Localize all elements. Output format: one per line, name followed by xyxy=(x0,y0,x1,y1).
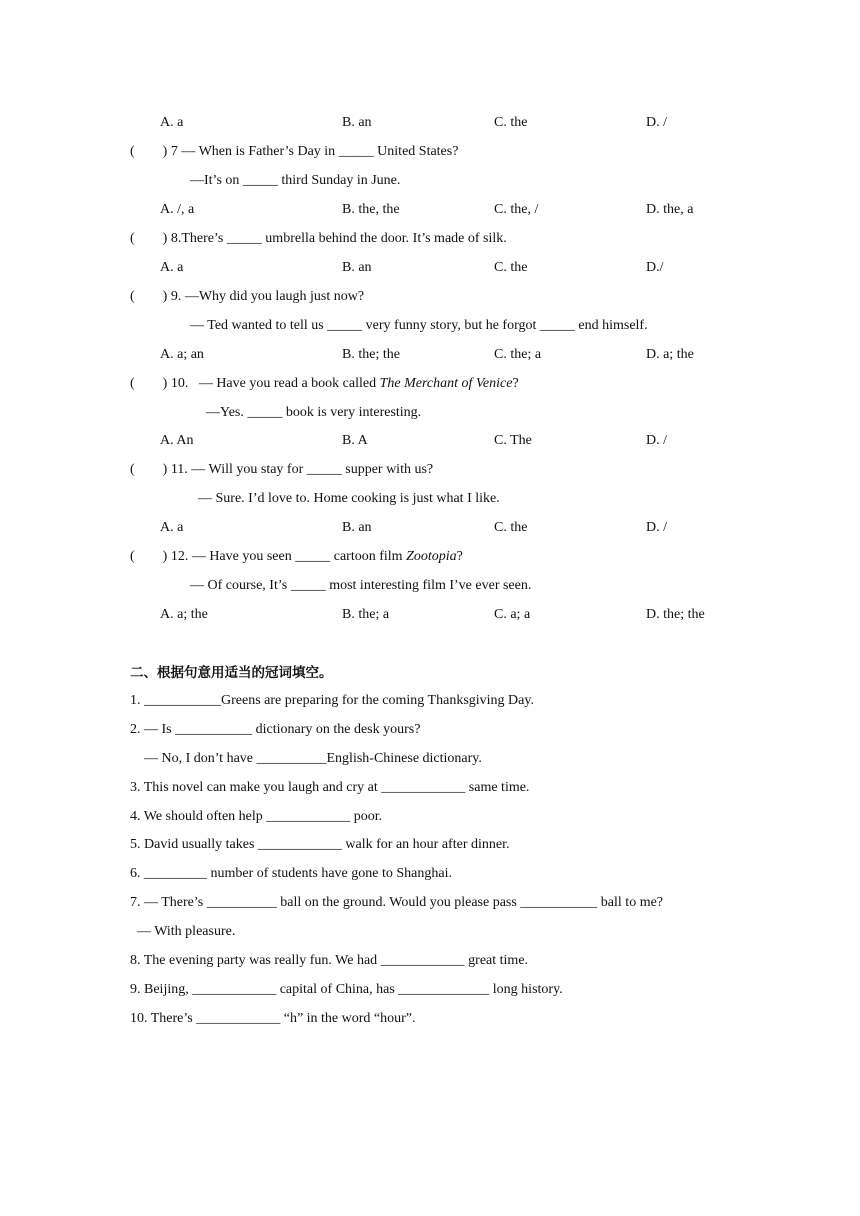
q12-stem-text: ( ) 12. — Have you seen _____ cartoon film xyxy=(130,549,407,564)
fill-line-2-reply: — No, I don’t have __________English-Chinese dictionary. xyxy=(130,751,482,766)
q6-option-c: C. the xyxy=(494,115,528,130)
q8-option-a: A. a xyxy=(160,260,184,275)
q12-question-mark: ? xyxy=(456,549,463,564)
q9-option-c: C. the; a xyxy=(494,347,542,362)
q9-option-a: A. a; an xyxy=(160,347,204,362)
q11-option-d: D. / xyxy=(646,520,667,535)
q12-reply: — Of course, It’s _____ most interesting film I’ve ever seen. xyxy=(190,578,532,593)
fill-line-7-reply: — With pleasure. xyxy=(130,924,236,939)
q7-option-d: D. the, a xyxy=(646,202,694,217)
fill-line-1: 1. ___________Greens are preparing for the coming Thanksgiving Day. xyxy=(130,693,534,708)
fill-line-5: 5. David usually takes ____________ walk for an hour after dinner. xyxy=(130,837,510,852)
fill-line-9: 9. Beijing, ____________ capital of China, has _____________ long history. xyxy=(130,982,563,997)
fill-line-3: 3. This novel can make you laugh and cry at ____________ same time. xyxy=(130,780,530,795)
fill-line-4: 4. We should often help ____________ poor. xyxy=(130,809,383,824)
q9-stem: ( ) 9. —Why did you laugh just now? xyxy=(130,289,365,304)
q11-reply: — Sure. I’d love to. Home cooking is just what I like. xyxy=(198,491,500,506)
q6-option-a: A. a xyxy=(160,115,184,130)
q9-option-b: B. the; the xyxy=(342,347,400,362)
q8-stem: ( ) 8.There’s _____ umbrella behind the door. It’s made of silk. xyxy=(130,231,507,246)
q9-reply: — Ted wanted to tell us _____ very funny story, but he forgot _____ end himself. xyxy=(190,318,648,333)
q10-option-b: B. A xyxy=(342,433,368,448)
q10-option-a: A. An xyxy=(160,433,194,448)
fill-line-7: 7. — There’s __________ ball on the ground. Would you please pass ___________ ball to me? xyxy=(130,895,664,910)
q12-option-a: A. a; the xyxy=(160,607,208,622)
q12-stem xyxy=(130,548,463,566)
q6-option-d: D. / xyxy=(646,115,667,130)
fill-line-8: 8. The evening party was really fun. We had ____________ great time. xyxy=(130,953,529,968)
q11-option-b: B. an xyxy=(342,520,372,535)
q11-stem: ( ) 11. — Will you stay for _____ supper with us? xyxy=(130,462,434,477)
q12-option-b: B. the; a xyxy=(342,607,390,622)
q10-option-d: D. / xyxy=(646,433,667,448)
q7-reply: —It’s on _____ third Sunday in June. xyxy=(190,173,401,188)
q8-option-d: D./ xyxy=(646,260,664,275)
q7-option-c: C. the, / xyxy=(494,202,539,217)
q6-option-b: B. an xyxy=(342,115,372,130)
section-two-heading: 二、根据句意用适当的冠词填空。 xyxy=(130,665,333,681)
q10-book-title: The Merchant of Venice xyxy=(379,376,513,391)
q10-option-c: C. The xyxy=(494,433,532,448)
q11-option-a: A. a xyxy=(160,520,184,535)
q11-option-c: C. the xyxy=(494,520,528,535)
q12-option-d: D. the; the xyxy=(646,607,705,622)
fill-line-10: 10. There’s ____________ “h” in the word “hour”. xyxy=(130,1011,416,1026)
q10-stem-text: ( ) 10. — Have you read a book called xyxy=(130,376,380,391)
q10-question-mark: ? xyxy=(512,376,519,391)
q12-film-title: Zootopia xyxy=(406,549,457,564)
q10-reply: —Yes. _____ book is very interesting. xyxy=(206,405,422,420)
fill-line-2: 2. — Is ___________ dictionary on the desk yours? xyxy=(130,722,421,737)
q7-option-a: A. /, a xyxy=(160,202,195,217)
q8-option-b: B. an xyxy=(342,260,372,275)
fill-line-6: 6. _________ number of students have gone to Shanghai. xyxy=(130,866,452,881)
q9-option-d: D. a; the xyxy=(646,347,694,362)
q12-option-c: C. a; a xyxy=(494,607,531,622)
q7-option-b: B. the, the xyxy=(342,202,400,217)
q7-stem: ( ) 7 — When is Father’s Day in _____ United States? xyxy=(130,144,459,159)
q8-option-c: C. the xyxy=(494,260,528,275)
q10-stem xyxy=(130,375,519,393)
